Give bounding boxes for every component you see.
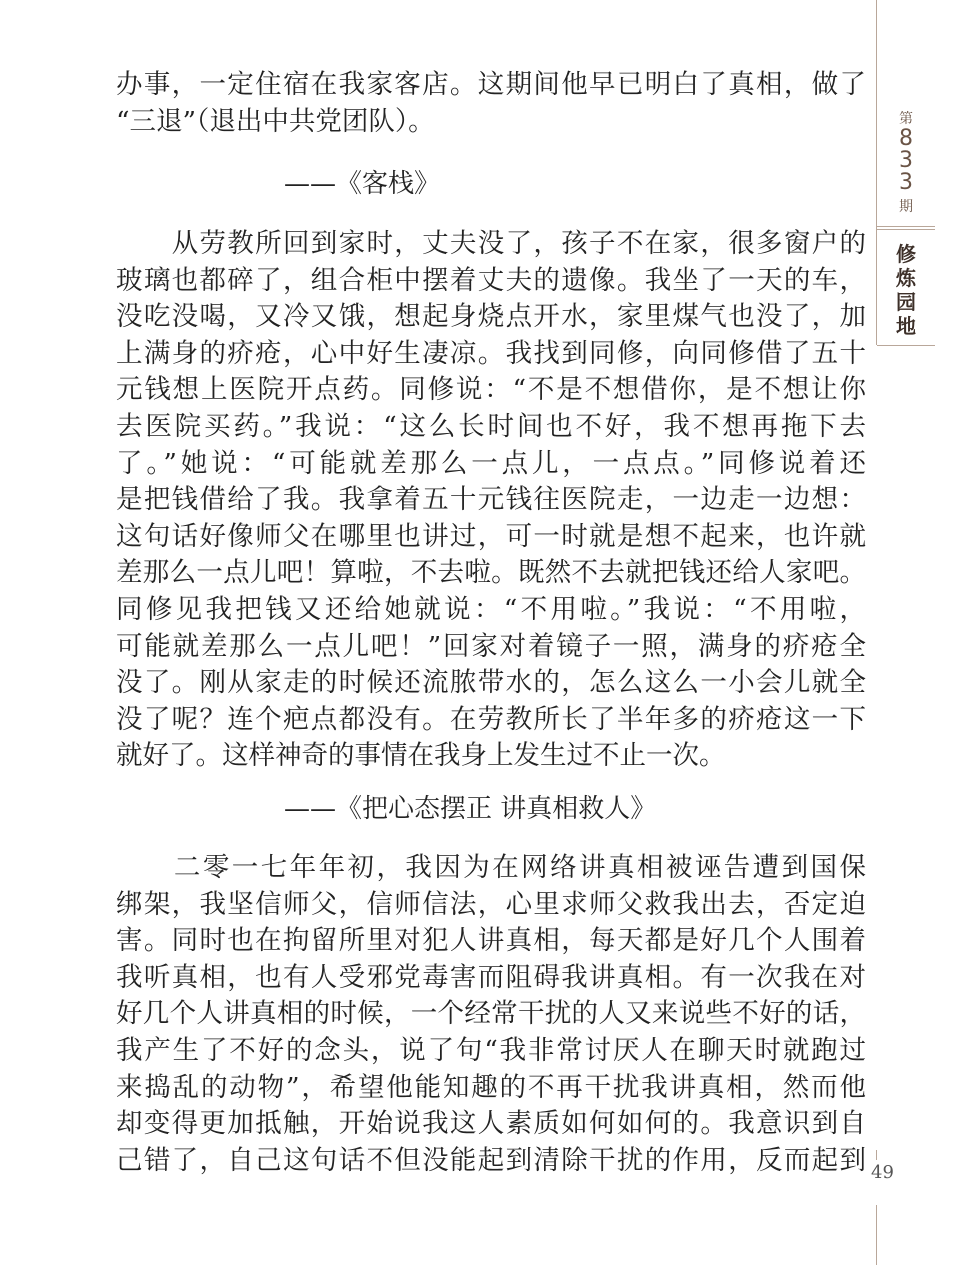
text-line: 二零一七年年初，我因为在网络讲真相被诬告遭到国保	[116, 852, 866, 883]
text-line: 就好了。这样神奇的事情在我身上发生过不止一次。	[116, 740, 726, 772]
section-char: 园	[896, 290, 916, 314]
text-line: “三退”（退出中共党团队）。	[116, 105, 435, 137]
text-line: 了。”她说：“可能就差那么一点儿，一点点。”同修说着还	[116, 447, 866, 479]
issue-digit: 8	[899, 126, 913, 151]
text-line: 是把钱借给了我。我拿着五十元钱往医院走，一边走一边想：	[116, 484, 866, 516]
text-line: 没了。刚从家走的时候还流脓带水的，怎么这么一小会儿就全	[116, 667, 866, 699]
text-line: 害。同时也在拘留所里对犯人讲真相，每天都是好几个人围着	[116, 925, 866, 957]
sidebar-divider	[877, 345, 935, 346]
text-line: 办事，一定住宿在我家客店。这期间他早已明白了真相，做了	[116, 69, 866, 100]
section-title	[877, 234, 935, 344]
text-line: 去医院买药。”我说：“这么长时间也不好，我不想再拖下去	[116, 410, 866, 442]
text-line: 同修见我把钱又还给她就说：“不用啦。”我说：“不用啦，	[116, 593, 866, 625]
text-line: 上满身的疥疮，心中好生凄凉。我找到同修，向同修借了五十	[116, 337, 866, 369]
text-line: 却变得更加抵触，开始说我这人素质如何如何的。我意识到自	[116, 1108, 866, 1140]
issue-digit: 3	[899, 170, 913, 195]
text-line: 来捣乱的动物”，希望他能知趣的不再干扰我讲真相，然而他	[116, 1071, 866, 1103]
sidebar-divider	[877, 229, 935, 230]
issue-suffix: 期	[899, 199, 913, 215]
sidebar-divider	[877, 226, 935, 227]
text-line: 可能就差那么一点儿吧！”回家对着镜子一照，满身的疥疮全	[116, 630, 866, 662]
paragraph-3	[116, 850, 866, 1179]
issue-digit: 3	[899, 148, 913, 173]
text-line: 绑架，我坚信师父，信师信法，心里求师父救我出去，否定迫	[116, 888, 866, 920]
text-line: 好几个人讲真相的时候，一个经常干扰的人又来说些不好的话，	[116, 998, 866, 1030]
text-line: 元钱想上医院开点药。同修说：“不是不想借你，是不想让你	[116, 374, 866, 406]
text-line: 我产生了不好的念头，说了句“我非常讨厌人在聊天时就跑过	[116, 1034, 866, 1066]
section-char: 修	[896, 242, 916, 266]
text-line: 没吃没喝，又冷又饿，想起身烧点开水，家里煤气也没了，加	[116, 301, 866, 333]
issue-prefix: 第	[899, 111, 913, 127]
attribution-1: ——《客栈》	[284, 169, 441, 199]
text-line: 从劳教所回到家时，丈夫没了，孩子不在家，很多窗户的	[116, 228, 866, 259]
sidebar-rule-bottom	[876, 1150, 877, 1160]
text-line: 玻璃也都碎了，组合柜中摆着丈夫的遗像。我坐了一天的车，	[116, 264, 866, 296]
paragraph-1	[116, 67, 866, 140]
sidebar-rule-footer	[876, 1205, 877, 1265]
paragraph-2	[116, 226, 866, 775]
text-line: 没了呢？连个疤点都没有。在劳教所长了半年多的疥疮这一下	[116, 703, 866, 735]
issue-number	[877, 96, 935, 224]
text-line: 这句话好像师父在哪里也讲过，可一时就是想不起来，也许就	[116, 520, 866, 552]
text-line: 差那么一点儿吧！算啦，不去啦。既然不去就把钱还给人家吧。	[116, 557, 866, 589]
attribution-2: ——《把心态摆正 讲真相救人》	[284, 794, 657, 824]
text-line: 我听真相，也有人受邪党毒害而阻碍我讲真相。有一次我在对	[116, 961, 866, 993]
text-line: 己错了，自己这句话不但没能起到清除干扰的作用，反而起到	[116, 1144, 866, 1176]
section-char: 炼	[896, 266, 916, 290]
page-number: 49	[871, 1162, 894, 1183]
section-char: 地	[896, 314, 916, 338]
